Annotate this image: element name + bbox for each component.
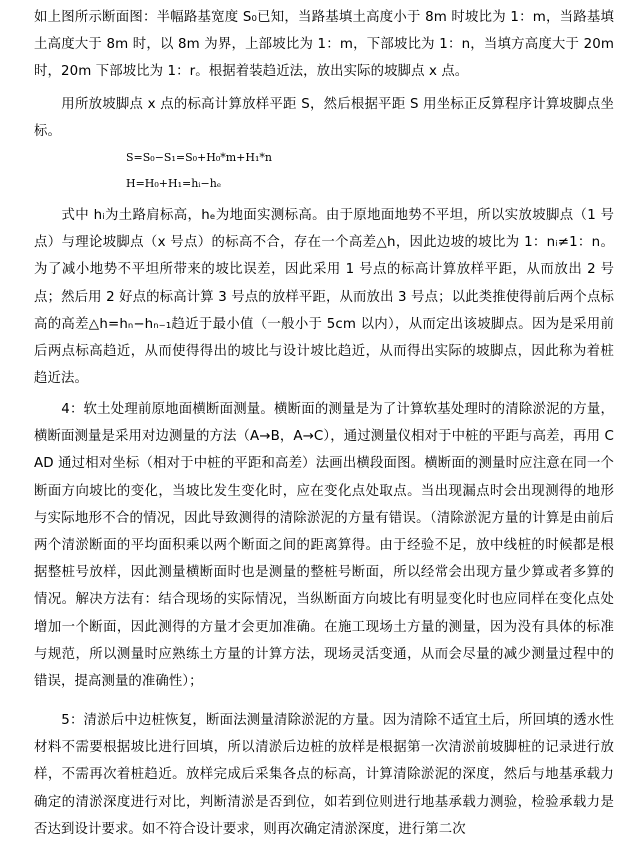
paragraph-post-dredging: 5：清淤后中边桩恢复，断面法测量清除淤泥的方量。因为清除不适宜土后，所回填的透水性材料不需要根据坡比进行回填，所以清淤后边桩的放样是根据第一次清淤前坡脚桩的记录进行放样，不需再次着桩趋近。放样完成后采集各点的标高，计算清除淤泥的深度，然后与地基承载力确定的清淤深度进行对比，判断清淤是否到位，如若到位则进行地基承载力测验，检验承载力是否达到设计要求。如不符合设计要求，则再次确定清淤深度，进行第二次 bbox=[34, 713, 614, 837]
formula-height: H=H₀+H₁=hᵢ−hₑ bbox=[126, 177, 222, 190]
paragraph-slope-ratio: 如上图所示断面图：半幅路基宽度 S₀已知，当路基填土高度小于 8m 时坡比为 1：m，当路基填土高度大于 8m 时，以 8m 为界，上部坡比为 1：m，下部坡比为 1：n，当填方高度大于 20m 时，20m 下部坡比为 1：r。根据着装趋近法，放出实际的坡脚点 x 点。 bbox=[34, 10, 614, 80]
formula-distance: S=S₀−S₁=S₀+H₀*m+H₁*n bbox=[126, 151, 272, 164]
paragraph-stakeout-distance: 用所放坡脚点 x 点的标高计算放样平距 S，然后根据平距 S 用坐标正反算程序计算坡脚点坐标。 bbox=[34, 97, 614, 140]
paragraph-cross-section-survey: 4：软土处理前原地面横断面测量。横断面的测量是为了计算软基处理时的清除淤泥的方量，横断面测量是采用对边测量的方法（A→B，A→C），通过测量仪相对于中桩的平距与高差，再用 CAD 通过相对坐标（相对于中桩的平距和高差）法画出横段面图。横断面的测量时应注意在同一个断面方向坡比的变化，当坡比发生变化时，应在变化点处取点。当出现漏点时会出现测得的地形与实际地形不合的情况，因此导致测得的清除淤泥的方量有错误。（清除淤泥方量的计算是由前后两个清淤断面的平均面积乘以两个断面之间的距离算得。由于经验不足，放中线桩的时候都是根据整桩号放样，因此测量横断面时也是测量的整桩号断面，所以经常会出现方量少算或者多算的情况。解决方法有：结合现场的实际情况，当纵断面方向坡比有明显变化时也应同样在变化点处增加一个断面，因此测得的方量才会更加准确。在施工现场土方量的测量，因为没有具体的标准与规范，所以测量时应熟练土方量的计算方法，现场灵活变通，从而会尽量的减少测量过程中的错误，提高测量的准确性）； bbox=[34, 402, 614, 690]
paragraph-approach-method: 式中 hᵢ为土路肩标高，hₑ为地面实测标高。由于原地面地势不平坦，所以实放坡脚点（1 号点）与理论坡脚点（x 号点）的标高不合，存在一个高差△h，因此边坡的坡比为 1：nᵢ≠1：n。为了减小地势不平坦所带来的坡比误差，因此采用 1 号点的标高计算放样平距，从而放出 2 号点；然后用 2 好点的标高计算 3 号点的放样平距，从而放出 3 号点；以此类推使得前后两个点标高的高差△h=hₙ−hₙ₋₁趋近于最小值（一般小于 5cm 以内），从而定出该坡脚点。因为是采用前后两点标高趋近，从而使得得出的坡比与设计坡比趋近，从而得出实际的坡脚点，因此称为着桩趋近法。 bbox=[34, 208, 614, 387]
